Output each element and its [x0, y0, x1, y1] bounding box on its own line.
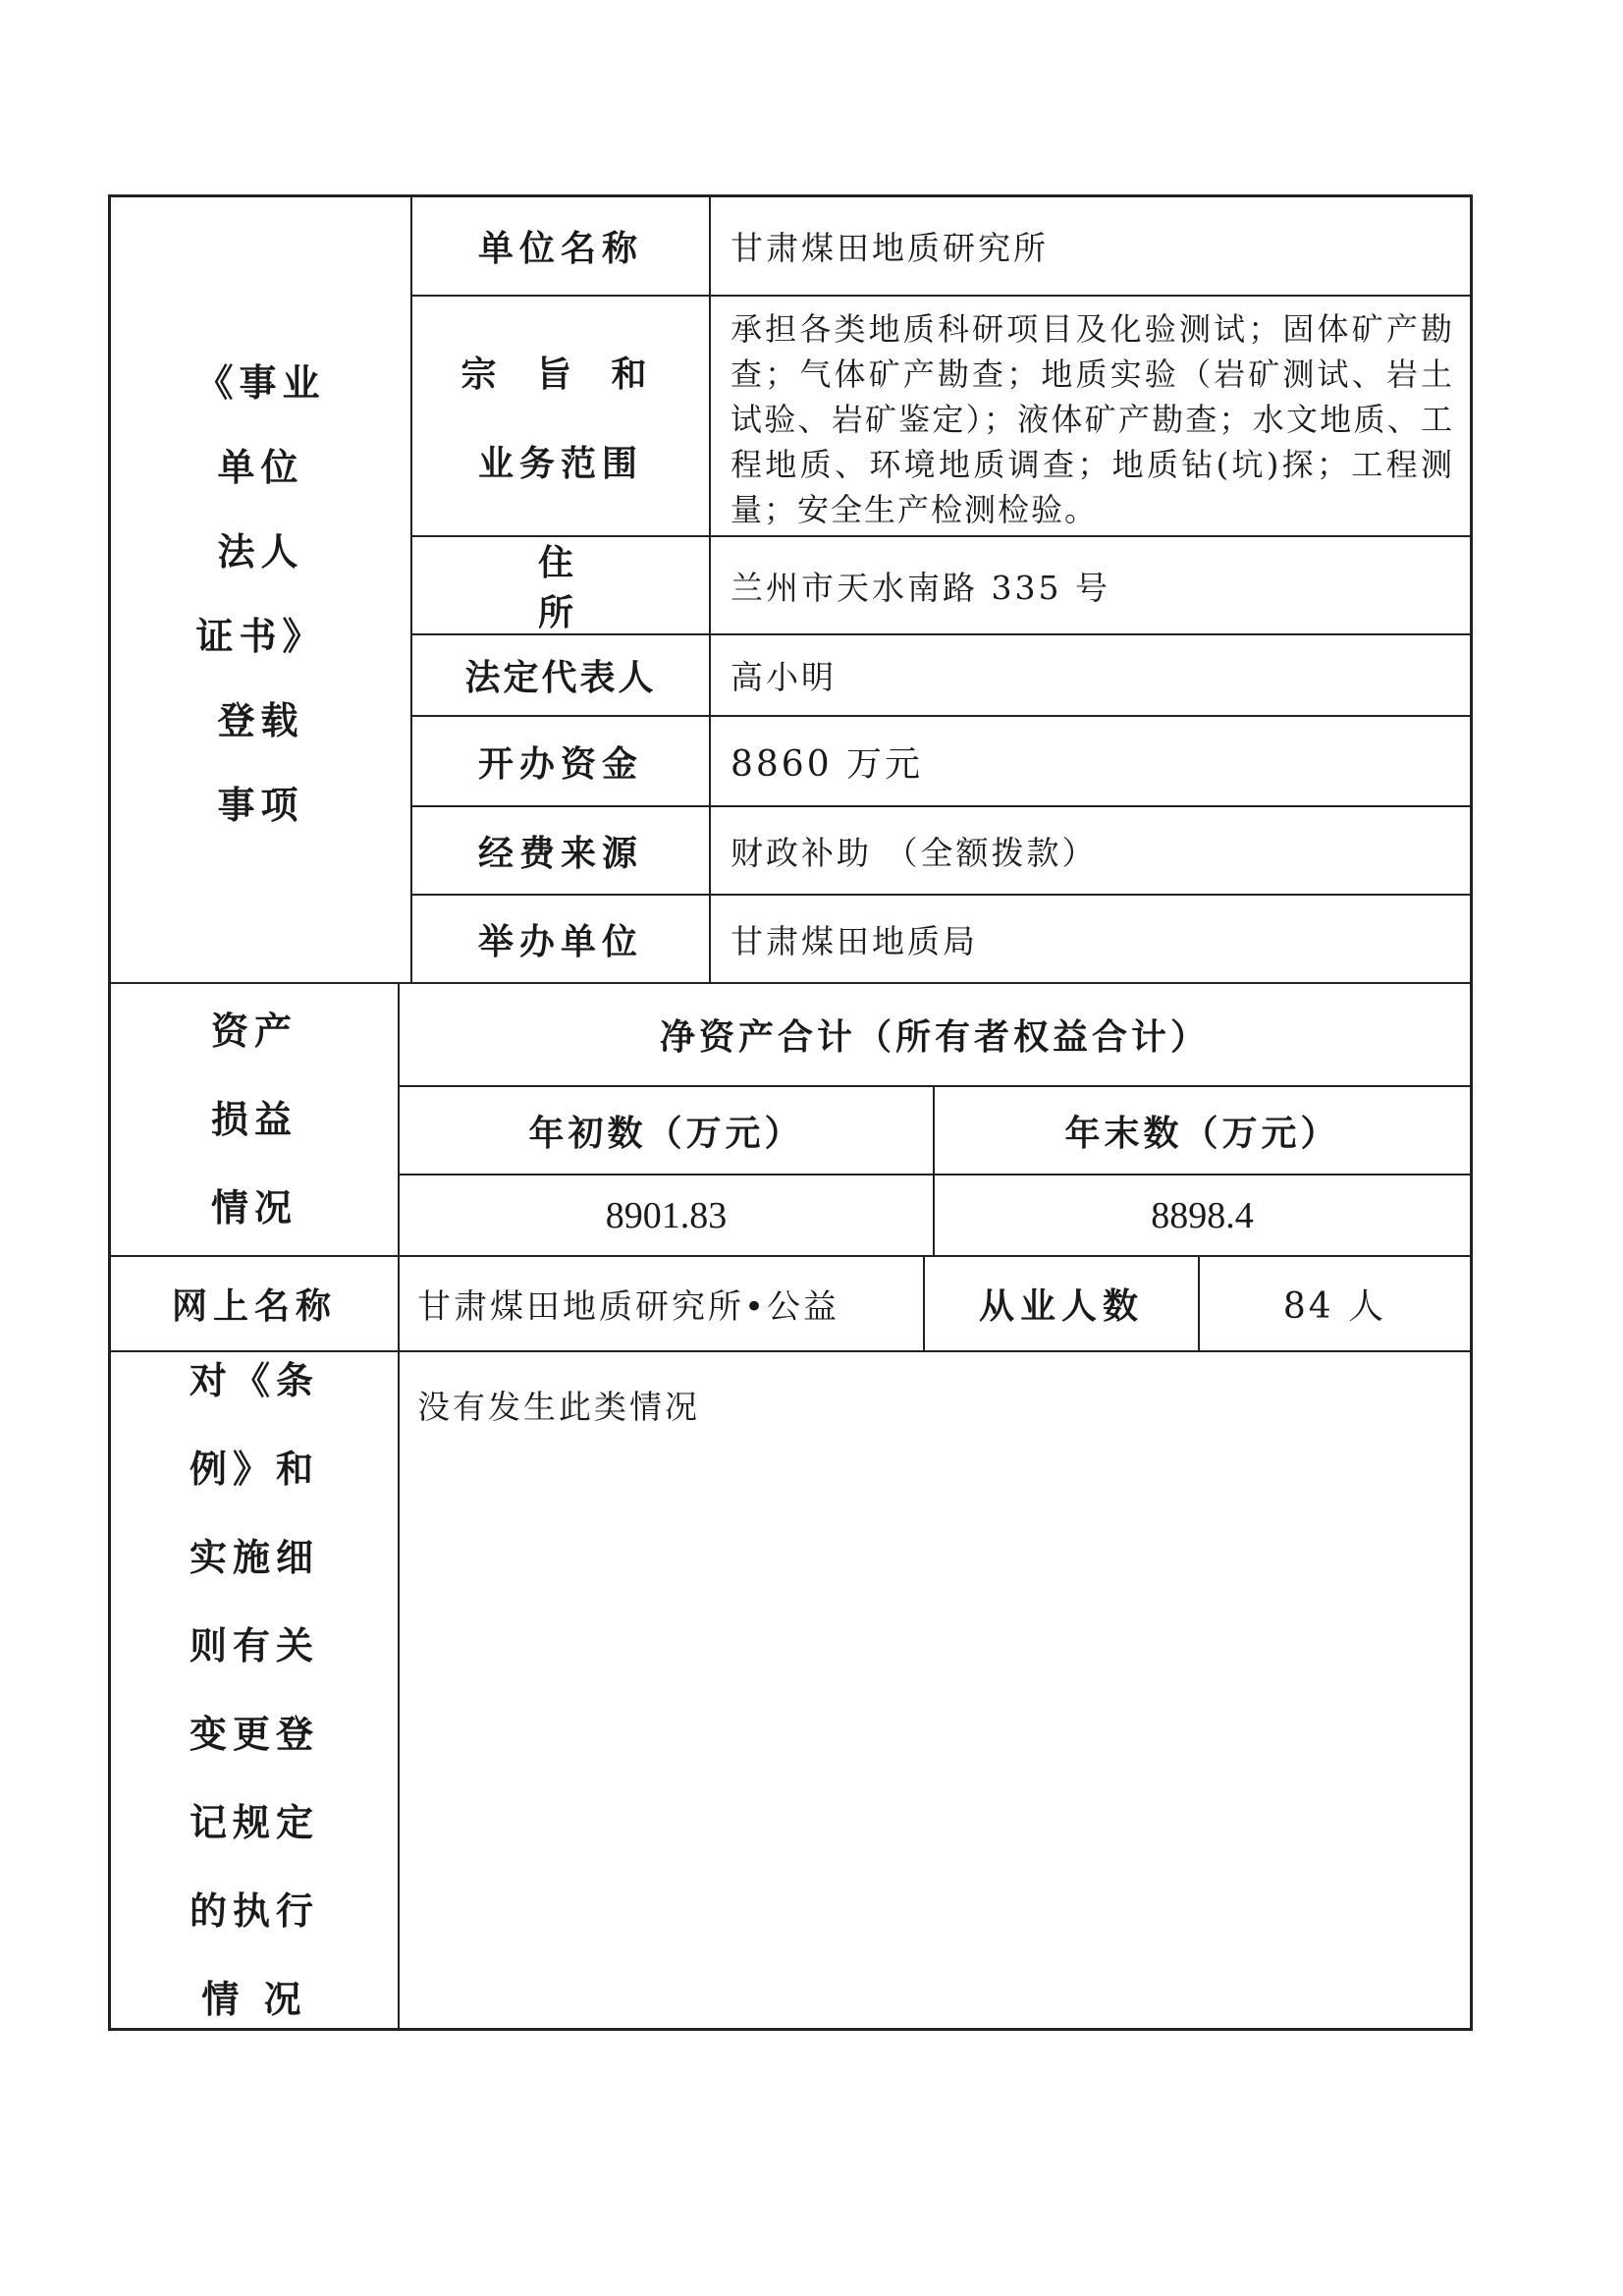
side-label-line: 资产: [210, 1010, 298, 1053]
begin-year-label: 年初数（万元）: [528, 1113, 804, 1154]
online-name-value: 甘肃煤田地质研究所•公益: [417, 1287, 840, 1327]
purpose-scope-label: [412, 297, 709, 535]
purpose-label-line: 业务范围: [477, 443, 643, 484]
end-year-label: 年末数（万元）: [1064, 1113, 1340, 1154]
side-label-line: 法人: [217, 530, 304, 574]
side-label-line: 对《条: [189, 1359, 319, 1402]
sponsor-unit-label: 举办单位: [477, 921, 643, 962]
side-label-line: 记规定: [189, 1801, 319, 1844]
funding-source-label: 经费来源: [477, 833, 643, 874]
assets-side-label: [111, 984, 398, 1255]
staff-count-label: 从业人数: [978, 1286, 1144, 1327]
legal-representative-label: 法定代表人: [464, 658, 657, 698]
staff-count-value: 84 人: [1282, 1286, 1387, 1327]
side-label-line: 情 况: [201, 1978, 307, 2021]
side-label-line: 则有关: [189, 1624, 319, 1667]
purpose-scope-value: 承担各类地质科研项目及化验测试；固体矿产勘查；气体矿产勘查；地质实验（岩矿测试、岩土试验、岩矿鉴定）；液体矿产勘查；水文地质、工程地质、环境地质调查；地质钻(坑)探；工程测量；安全生产检测检验。: [730, 310, 1454, 528]
end-year-value: 8898.4: [1151, 1194, 1254, 1236]
unit-name-label: 单位名称: [477, 229, 643, 269]
side-label-line: 变更登: [189, 1713, 319, 1756]
side-label-line: 事项: [217, 784, 304, 827]
side-label-line: 实施细: [189, 1536, 319, 1579]
registered-capital-label: 开办资金: [477, 743, 643, 785]
side-label-line: 登载: [217, 699, 304, 742]
begin-year-value: 8901.83: [605, 1194, 728, 1236]
net-assets-header: 净资产合计（所有者权益合计）: [659, 1017, 1210, 1058]
funding-source-value: 财政补助 （全额拨款）: [730, 833, 1098, 872]
purpose-label-line: 宗 旨 和: [460, 354, 661, 395]
legal-representative-value: 高小明: [730, 658, 837, 696]
side-label-line: 《事业: [195, 361, 326, 405]
side-label-line: 情况: [210, 1186, 298, 1230]
side-label-line: 损益: [210, 1098, 298, 1141]
regulation-execution-value: 没有发生此类情况: [417, 1388, 700, 1426]
address-label: 住 所: [537, 543, 652, 633]
registered-capital-value: 8860 万元: [730, 743, 924, 785]
side-label-line: 的执行: [189, 1889, 319, 1933]
registered-items-side-label: [111, 324, 410, 864]
side-label-line: 证书》: [195, 615, 326, 658]
online-name-label: 网上名称: [171, 1286, 337, 1327]
regulation-side-label: [111, 1352, 398, 2028]
address-value: 兰州市天水南路 335 号: [730, 568, 1110, 607]
unit-name-value: 甘肃煤田地质研究所: [730, 229, 1049, 267]
side-label-line: 单位: [217, 446, 304, 489]
sponsor-unit-value: 甘肃煤田地质局: [730, 921, 978, 960]
side-label-line: 例》和: [189, 1448, 319, 1491]
